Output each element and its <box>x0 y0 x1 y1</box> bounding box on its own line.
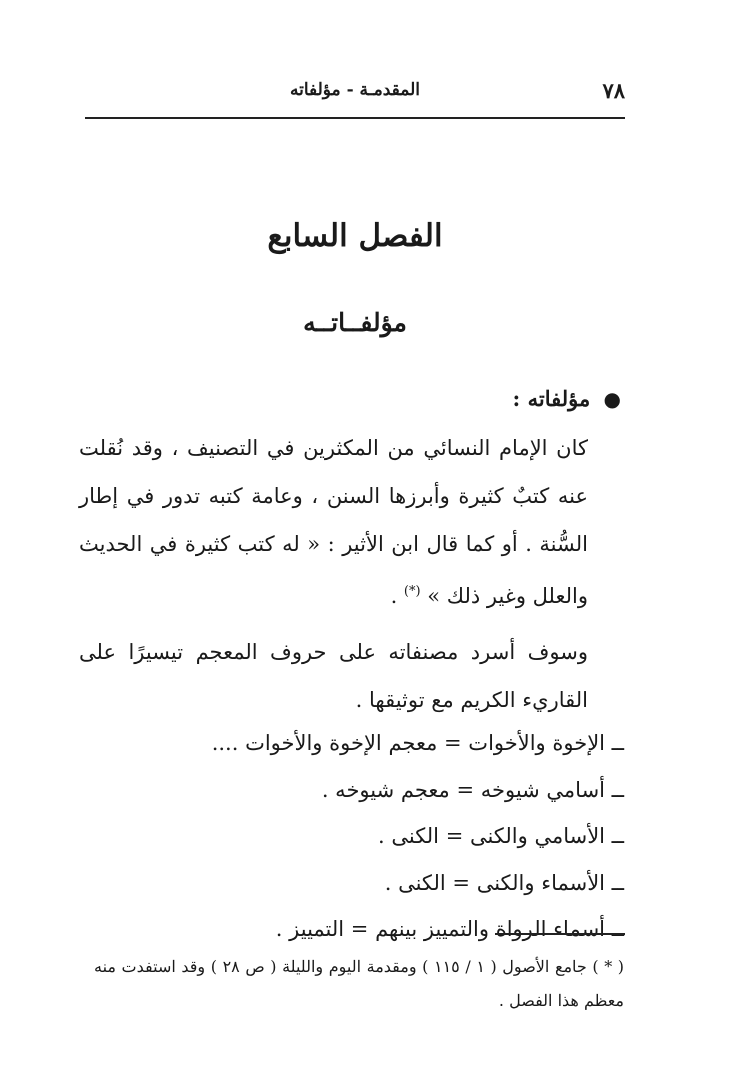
paragraph-intro <box>79 424 624 620</box>
works-list <box>124 720 624 953</box>
footnote-text: ( * ) جامع الأصول ( ١ / ١١٥ ) ومقدمة اليوم والليلة ( ص ٢٨ ) وقد استفدت منه معظم هذا الفصل . <box>94 957 625 1010</box>
header-divider <box>85 117 625 119</box>
running-title: المقدمـة - مؤلفاته <box>289 80 421 100</box>
chapter-title: الفصل السابع <box>267 218 443 254</box>
section-title: مؤلفــاتــه <box>303 308 407 337</box>
paragraph-listing-text: وسوف أسرد مصنفاته على حروف المعجم تيسيرًا على القاريء الكريم مع توثيقها . <box>79 640 588 712</box>
paragraph-intro-end: . <box>390 584 404 608</box>
list-item: ــ أسماء الرواة والتمييز بينهم = التمييز . <box>275 917 624 941</box>
page-number: ٧٨ <box>602 78 625 103</box>
footnote-divider <box>495 933 625 935</box>
paragraph-intro-text: كان الإمام النسائي من المكثرين في التصنيف ، وقد نُقلت عنه كتبٌ كثيرة وأبرزها السنن ، وعامة كتبه تدور في إطار السُّنة . أو كما قال ابن الأثير : « له كتب كثيرة في الحديث والعلل وغير ذلك » <box>79 436 588 608</box>
list-item: ــ أسامي شيوخه = معجم شيوخه . <box>321 777 624 802</box>
subheading-label: مؤلفاته : <box>512 386 591 411</box>
paragraph-listing-intro <box>79 628 624 724</box>
list-item: ــ الأسامي والكنى = الكنى . <box>378 824 624 848</box>
subheading <box>513 386 621 411</box>
list-item: ــ الأسماء والكنى = الكنى . <box>384 870 624 895</box>
list-item: ــ الإخوة والأخوات = معجم الإخوة والأخوات .... <box>211 731 624 755</box>
footnotes <box>94 950 624 1018</box>
bullet-icon: ● <box>603 387 621 411</box>
running-header <box>85 78 625 108</box>
footnote-reference: (*) <box>403 584 421 599</box>
